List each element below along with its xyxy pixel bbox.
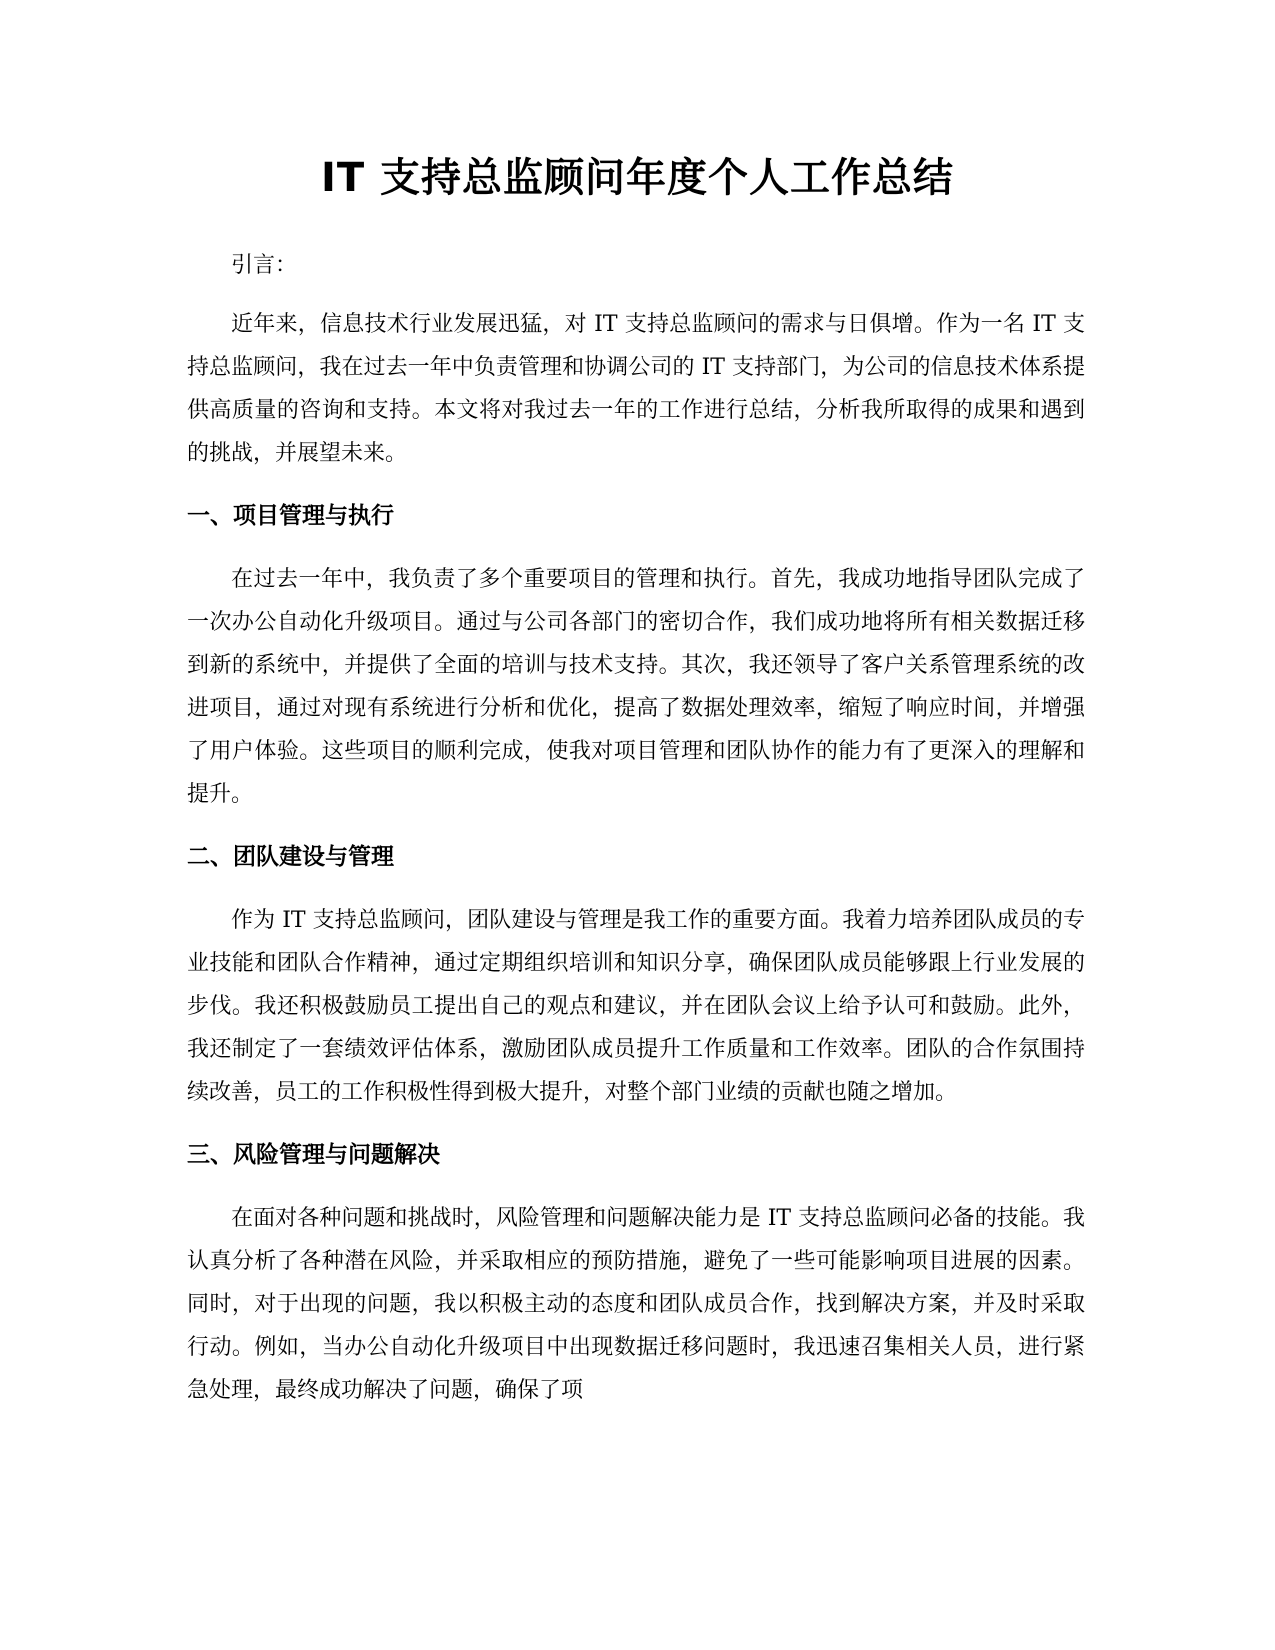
section-heading: 二、团队建设与管理	[187, 844, 394, 870]
section-paragraph: 在过去一年中，我负责了多个重要项目的管理和执行。首先，我成功地指导团队完成了一次办公自动化升级项目。通过与公司各部门的密切合作，我们成功地将所有相关数据迁移到新的系统中，并提供了全面的培训与技术支持。其次，我还领导了客户关系管理系统的改进项目，通过对现有系统进行分析和优化，提高了数据处理效率，缩短了响应时间，并增强了用户体验。这些项目的顺利完成，使我对项目管理和团队协作的能力有了更深入的理解和提升。	[187, 567, 1085, 807]
document-title: IT 支持总监顾问年度个人工作总结	[320, 155, 955, 201]
document-body	[187, 244, 1085, 1432]
section-paragraph: 作为 IT 支持总监顾问，团队建设与管理是我工作的重要方面。我着力培养团队成员的专业技能和团队合作精神，通过定期组织培训和知识分享，确保团队成员能够跟上行业发展的步伐。我还积极鼓励员工提出自己的观点和建议，并在团队会议上给予认可和鼓励。此外，我还制定了一套绩效评估体系，激励团队成员提升工作质量和工作效率。团队的合作氛围持续改善，员工的工作积极性得到极大提升，对整个部门业绩的贡献也随之增加。	[187, 908, 1085, 1105]
section-project-management	[187, 495, 1085, 816]
section-team-building	[187, 836, 1085, 1114]
section-risk-management	[187, 1134, 1085, 1412]
intro-label: 引言：	[231, 253, 298, 278]
intro-paragraph: 近年来，信息技术行业发展迅猛，对 IT 支持总监顾问的需求与日俱增。作为一名 IT 支持总监顾问，我在过去一年中负责管理和协调公司的 IT 支持部门，为公司的信息技术体系提供高质量的咨询和支持。本文将对我过去一年的工作进行总结，分析我所取得的成果和遇到的挑战，并展望未来。	[187, 312, 1085, 466]
section-heading: 三、风险管理与问题解决	[187, 1142, 440, 1168]
section-heading: 一、项目管理与执行	[187, 503, 394, 529]
section-paragraph: 在面对各种问题和挑战时，风险管理和问题解决能力是 IT 支持总监顾问必备的技能。我认真分析了各种潜在风险，并采取相应的预防措施，避免了一些可能影响项目进展的因素。同时，对于出现的问题，我以积极主动的态度和团队成员合作，找到解决方案，并及时采取行动。例如，当办公自动化升级项目中出现数据迁移问题时，我迅速召集相关人员，进行紧急处理，最终成功解决了问题，确保了项	[187, 1206, 1085, 1403]
